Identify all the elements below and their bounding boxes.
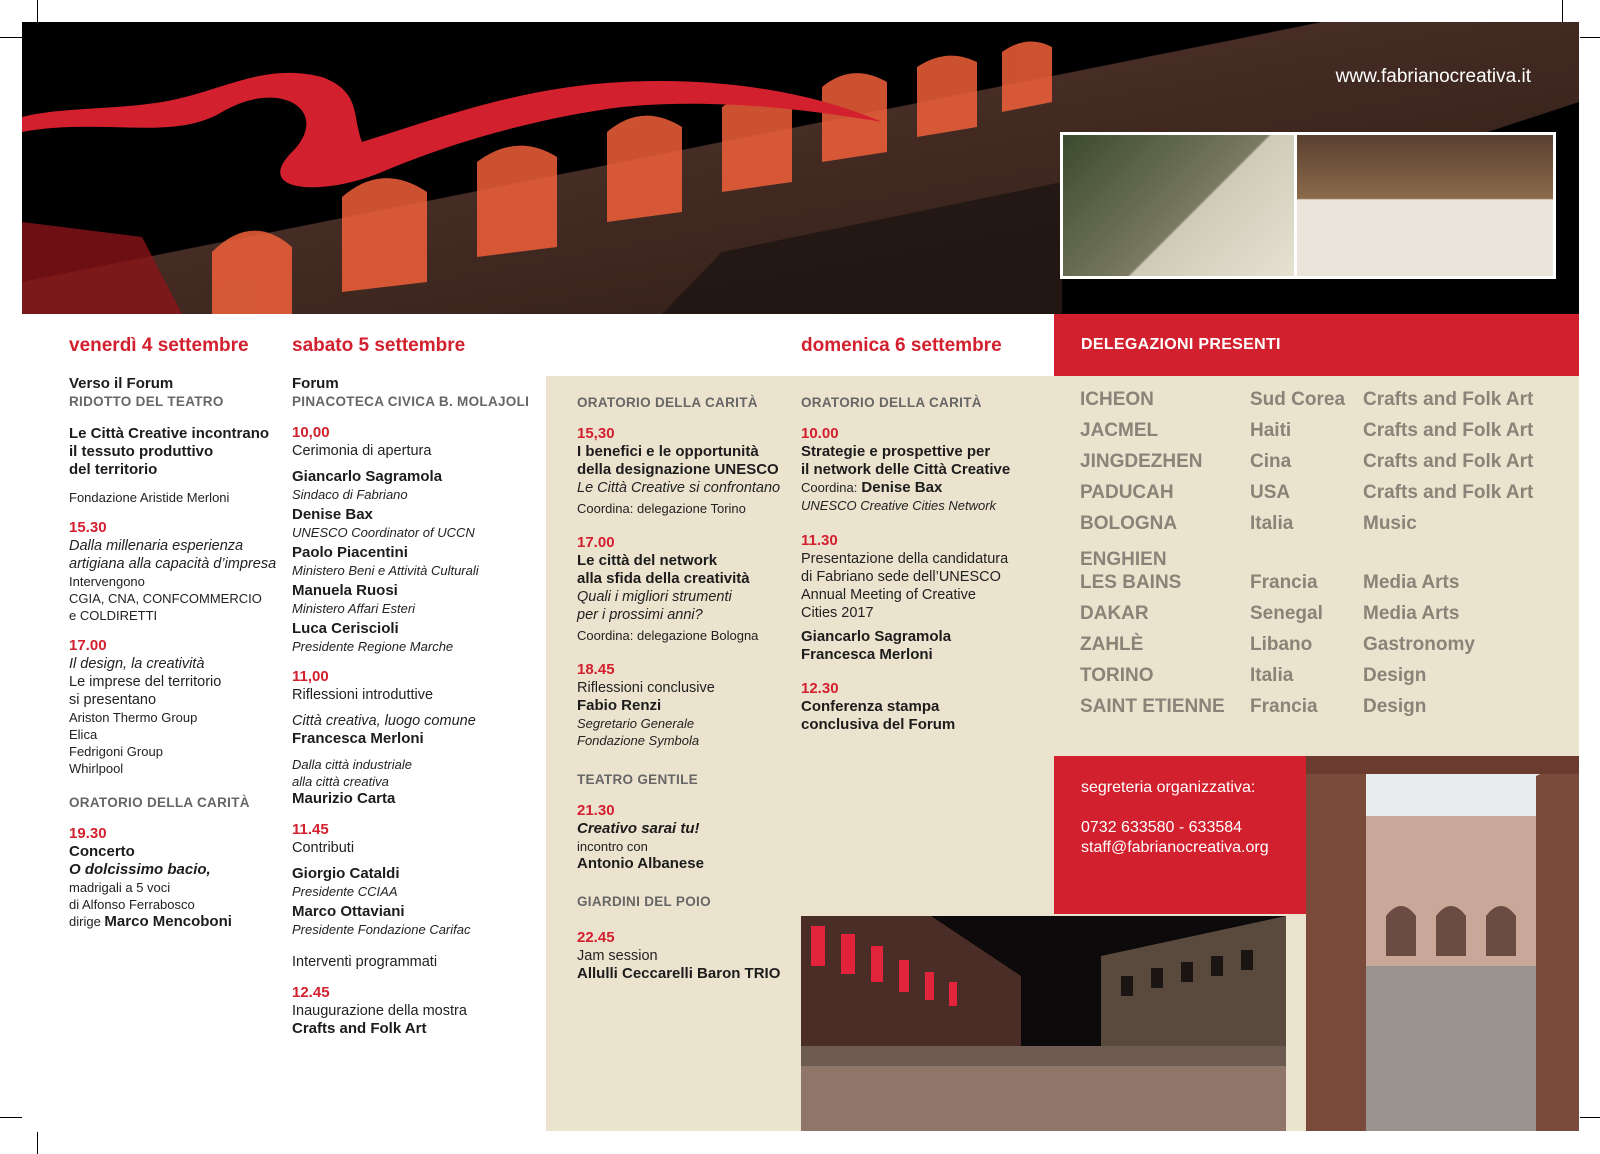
session-subtitle: Le Città Creative si confrontano [577,480,781,496]
delegation-city: JACMEL [1080,420,1159,441]
venue: TEATRO GENTILE [577,772,698,787]
speaker-role: UNESCO Coordinator of UCCN [292,525,475,540]
text: di Fabriano sede dell’UNESCO [801,569,1001,585]
speaker-name: Luca Ceriscioli [292,620,399,637]
performer-name: Antonio Albanese [577,855,704,872]
delegation-field: Crafts and Folk Art [1363,420,1534,441]
delegation-field: Design [1363,696,1427,717]
delegation-city: LES BAINS [1080,572,1182,593]
venue: PINACOTECA CIVICA B. MOLAJOLI [292,394,530,409]
session-title: I benefici e le opportunità [577,443,759,460]
speaker-name: Maurizio Carta [292,790,396,807]
header-photo-banner [22,22,1579,314]
session-title: il tessuto produttivo [69,443,214,460]
time: 10,00 [292,424,330,441]
text: Intervengono [69,574,145,589]
contact-label: segreteria organizzativa: [1081,779,1256,796]
delegation-country: Senegal [1250,603,1323,624]
time: 15.30 [69,519,107,536]
speaker-role: Presidente Fondazione Carifac [292,922,471,937]
speaker-role: Segretario Generale [577,716,695,731]
session-title: conclusiva del Forum [801,716,956,733]
delegation-city: ZAHLÈ [1080,634,1144,655]
session-title: del territorio [69,461,158,478]
time: 22.45 [577,929,615,946]
talk-title: Dalla città industriale [292,757,412,772]
speaker-name: Giancarlo Sagramola [801,628,952,645]
speaker-name: Fabio Renzi [577,697,662,714]
text: si presentano [69,692,157,708]
event-title: Forum [292,375,339,392]
moderator: Coordina: delegazione Torino [577,501,746,516]
text: incontro con [577,839,648,854]
delegations-title: DELEGAZIONI PRESENTI [1081,336,1281,353]
crop-mark [37,1132,38,1154]
paper-hand-photo [1060,132,1298,279]
cloister-scene [1306,756,1579,1131]
session-subtitle: per i prossimi anni? [577,607,703,623]
speaker-role: Presidente Regione Marche [292,639,454,654]
saturday-afternoon-programme [577,394,802,983]
day-heading-friday: venerdì 4 settembre [69,335,249,356]
time: 11.30 [801,532,838,549]
speaker-role: Ministero Affari Esteri [292,601,416,616]
text: Contributi [292,840,355,856]
performer-name: Allulli Ceccarelli Baron TRIO [577,965,781,982]
time: 19.30 [69,825,107,842]
company: Ariston Thermo Group [69,710,198,725]
text: e COLDIRETTI [69,608,158,623]
cloister-courtyard-photo [1306,756,1579,1131]
speaker-role: Ministero Beni e Attività Culturali [292,563,479,578]
speaker-name: Giorgio Cataldi [292,865,400,882]
text: Interventi programmati [292,954,438,970]
text: Presentazione della candidatura [801,551,1009,567]
delegation-city: SAINT ETIENNE [1080,696,1225,717]
delegation-country: USA [1250,482,1291,503]
speaker-role: Fondazione Symbola [577,733,700,748]
speaker-role: Sindaco di Fabriano [292,487,408,502]
speaker-name: Francesca Merloni [801,646,933,663]
delegation-country: Haiti [1250,420,1292,441]
session-title: il network delle Città Creative [801,461,1011,478]
venue: ORATORIO DELLA CARITÀ [801,395,982,410]
delegations-header [1054,314,1579,376]
talk-title: Città creativa, luogo comune [292,713,476,729]
company: Whirlpool [69,761,124,776]
delegation-country: Francia [1250,572,1318,593]
text: Cities 2017 [801,605,874,621]
moderator: Coordina: delegazione Bologna [577,628,759,643]
time: 10.00 [801,425,839,442]
time: 21.30 [577,802,615,819]
contact-email[interactable]: staff@fabrianocreativa.org [1081,839,1269,856]
venue: ORATORIO DELLA CARITÀ [69,795,250,810]
crop-mark [0,1117,22,1118]
delegation-country: Libano [1250,634,1313,655]
crop-mark [1562,0,1563,22]
friday-programme [69,375,284,930]
exhibition-title: Crafts and Folk Art [292,1020,427,1037]
delegation-country: Cina [1250,451,1292,472]
session-subtitle: Quali i migliori strumenti [577,589,732,605]
speaker-name: Manuela Ruosi [292,582,398,599]
delegation-field: Crafts and Folk Art [1363,482,1534,503]
text: CGIA, CNA, CONFCOMMERCIO [69,591,262,606]
crowd-night-photo [801,916,1286,1131]
speaker-name: Giancarlo Sagramola [292,468,443,485]
speaker-name: Marco Ottaviani [292,903,405,920]
speaker-name: Denise Bax [292,506,373,523]
delegation-city: JINGDEZHEN [1080,451,1203,472]
crop-mark [1580,37,1600,38]
time: 18.45 [577,661,615,678]
session-subtitle: Dalla millenaria esperienza [69,538,244,554]
delegation-city: DAKAR [1080,603,1149,624]
delegation-country: Italia [1250,665,1294,686]
website-url[interactable]: www.fabrianocreativa.it [1335,66,1531,87]
saturday-programme [292,375,537,1038]
moderator-name: Denise Bax [861,479,943,496]
crop-mark [0,37,22,38]
session-title: della designazione UNESCO [577,461,779,478]
delegation-country: Sud Corea [1250,389,1346,410]
time: 12.30 [801,680,839,697]
delegation-country: Francia [1250,696,1318,717]
text: Le imprese del territorio [69,674,222,690]
text: Cerimonia di apertura [292,443,432,459]
moderator-label: Coordina: [801,480,858,495]
session-subtitle: Il design, la creatività [69,656,205,672]
delegation-field: Gastronomy [1363,634,1475,655]
company: Fedrigoni Group [69,744,163,759]
crop-mark [1580,1117,1600,1118]
venue: GIARDINI DEL POIO [577,894,711,909]
contact-phone[interactable]: 0732 633580 - 633584 [1081,819,1243,836]
text: dirige [69,914,101,929]
delegation-city: ICHEON [1080,389,1154,410]
moderator-role: UNESCO Creative Cities Network [801,498,997,513]
company: Elica [69,727,98,742]
speaker-role: Presidente CCIAA [292,884,398,899]
text: Inaugurazione della mostra [292,1003,467,1019]
delegation-country: Italia [1250,513,1294,534]
paper-mill-photo [1294,132,1556,279]
time: 11,00 [292,668,329,685]
delegation-field: Music [1363,513,1417,534]
session-subtitle: O dolcissimo bacio, [69,861,211,878]
speaker-name: Paolo Piacentini [292,544,408,561]
day-heading-sunday: domenica 6 settembre [801,335,1002,356]
sunday-programme [801,394,1033,734]
time: 12.45 [292,984,330,1001]
delegation-city: PADUCAH [1080,482,1174,503]
day-heading-saturday: sabato 5 settembre [292,335,466,356]
delegation-field: Media Arts [1363,572,1460,593]
contact-box [1054,756,1306,914]
text: madrigali a 5 voci [69,880,171,895]
time: 15,30 [577,425,615,442]
venue: RIDOTTO DEL TEATRO [69,394,224,409]
text: Jam session [577,948,658,964]
delegation-field: Design [1363,665,1427,686]
session-title: Le città del network [577,552,718,569]
talk-title: alla città creativa [292,774,389,789]
delegation-field: Crafts and Folk Art [1363,451,1534,472]
delegation-field: Media Arts [1363,603,1460,624]
time: 17.00 [69,637,107,654]
text: Annual Meeting of Creative [801,587,976,603]
speaker-name: Francesca Merloni [292,730,424,747]
time: 17.00 [577,534,615,551]
text: di Alfonso Ferrabosco [69,897,195,912]
show-title: Creativo sarai tu! [577,820,700,837]
session-title: Le Città Creative incontrano [69,425,270,442]
delegation-field: Crafts and Folk Art [1363,389,1534,410]
delegation-city: TORINO [1080,665,1154,686]
session-title: alla sfida della creatività [577,570,750,587]
time: 11.45 [292,821,329,838]
text: Riflessioni introduttive [292,687,434,703]
crowd-scene [801,916,1286,1131]
delegation-city: BOLOGNA [1080,513,1178,534]
session-subtitle: artigiana alla capacità d’impresa [69,556,277,572]
text: Riflessioni conclusive [577,680,715,696]
event-title: Verso il Forum [69,375,174,392]
session-title: Conferenza stampa [801,698,940,715]
venue: ORATORIO DELLA CARITÀ [577,395,758,410]
conductor-name: Marco Mencoboni [104,913,232,930]
delegation-city: ENGHIEN [1080,549,1167,570]
host: Fondazione Aristide Merloni [69,490,230,505]
session-title: Strategie e prospettive per [801,443,991,460]
crop-mark [37,0,38,22]
session-title: Concerto [69,843,135,860]
